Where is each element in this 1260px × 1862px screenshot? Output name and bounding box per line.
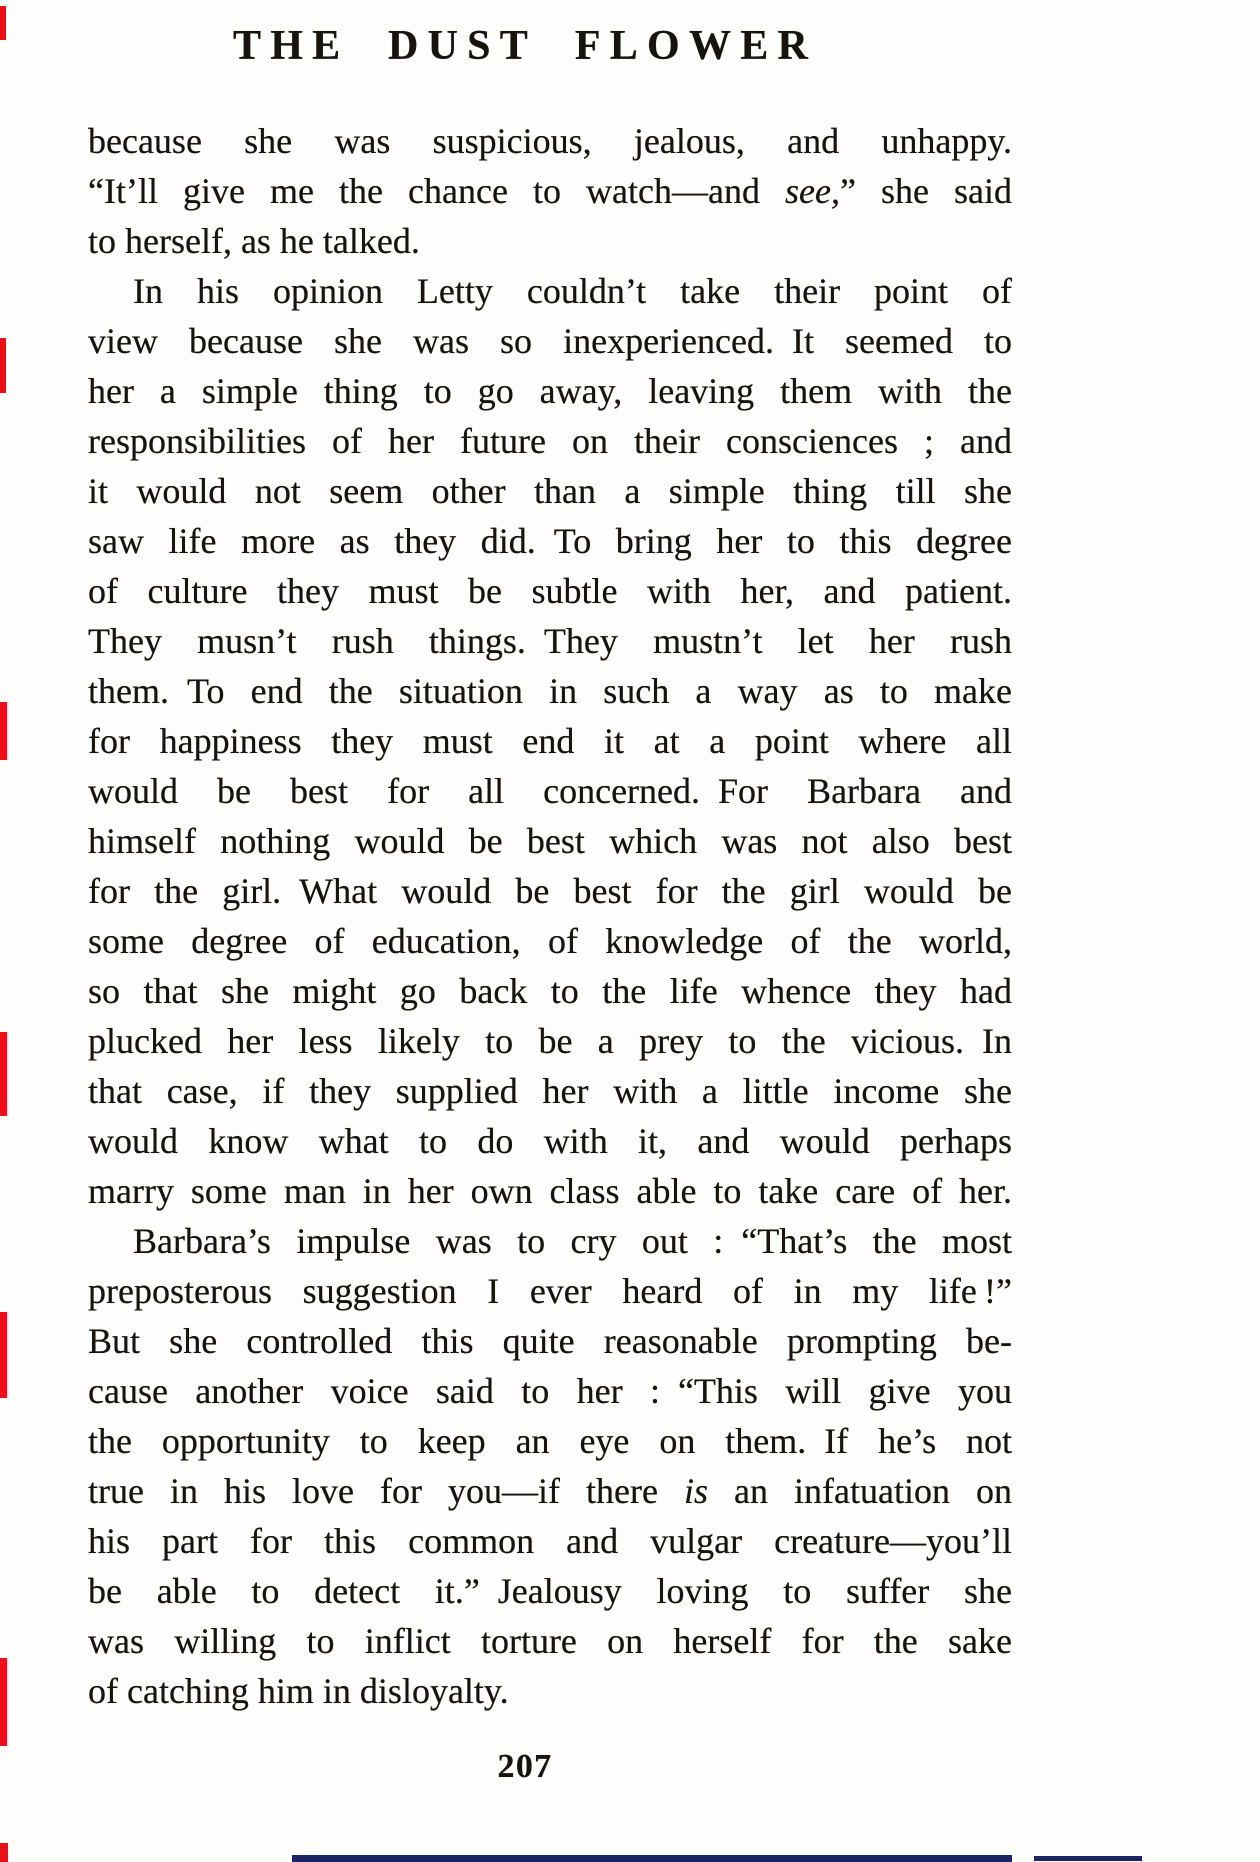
text-line [88,1166,1012,1216]
text-segment: view because she was so inexperienced. It seemed to [88,321,1012,361]
text-segment: They musn’t rush things. They mustn’t let her rush [88,621,1012,661]
text-line [88,1516,1012,1566]
italic-text-segment: is [684,1471,709,1511]
text-line [88,316,1012,366]
text-segment: cause another voice said to her : “This will give you [88,1371,1012,1411]
text-line [88,516,1012,566]
text-segment: of culture they must be subtle with her, and patient. [88,571,1012,611]
text-block [88,116,1012,1716]
red-scan-mark [0,6,6,40]
text-segment: them. To end the situation in such a way as to make [88,671,1012,711]
text-line [88,116,1012,166]
text-segment: Barbara’s impulse was to cry out : “That’s the most [133,1221,1012,1261]
text-segment: plucked her less likely to be a prey to the vicious. In [88,1021,1012,1061]
text-segment: saw life more as they did. To bring her to this degree [88,521,1012,561]
paragraph [88,116,1012,266]
page-number-folio: 207 [497,1748,553,1785]
text-line [88,1616,1012,1666]
text-segment: an infatuation on [708,1471,1012,1511]
text-segment: responsibilities of her future on their consciences ; and [88,421,1012,461]
text-segment: of catching him in disloyalty. [88,1671,509,1711]
text-line [88,566,1012,616]
text-segment: But she controlled this quite reasonable prompting be- [88,1321,1012,1361]
italic-text-segment: see, [785,171,840,211]
text-line [88,1216,1012,1266]
text-line [88,1666,1012,1716]
text-line [88,916,1012,966]
text-line [88,466,1012,516]
text-segment: that case, if they supplied her with a little income she [88,1071,1012,1111]
text-segment: “It’ll give me the chance to watch—and [88,171,785,211]
text-line [88,1416,1012,1466]
text-segment: to herself, as he talked. [88,221,420,261]
text-segment: her a simple thing to go away, leaving them with the [88,371,1012,411]
text-line [88,866,1012,916]
text-line [88,266,1012,316]
text-line [88,416,1012,466]
text-line [88,1016,1012,1066]
text-line [88,1316,1012,1366]
red-scan-mark [0,1312,7,1398]
text-line [88,1066,1012,1116]
text-line [88,1566,1012,1616]
text-segment: because she was suspicious, jealous, and unhappy. [88,121,1012,161]
text-segment: it would not seem other than a simple thing till she [88,471,1012,511]
text-segment: marry some man in her own class able to take care of her. [88,1171,1012,1211]
text-segment: was willing to inflict torture on herself for the sake [88,1621,1012,1661]
text-line [88,1266,1012,1316]
text-segment: true in his love for you—if there [88,1471,684,1511]
text-segment: preposterous suggestion I ever heard of in my life !” [88,1271,1012,1311]
red-scan-mark [0,1658,7,1746]
text-segment: In his opinion Letty couldn’t take their point of [133,271,1012,311]
text-segment: so that she might go back to the life whence they had [88,971,1012,1011]
text-segment: his part for this common and vulgar creature—you’ll [88,1521,1012,1561]
text-segment: would be best for all concerned. For Barbara and [88,771,1012,811]
text-line [88,816,1012,866]
text-segment: the opportunity to keep an eye on them. If he’s not [88,1421,1012,1461]
text-line [88,166,1012,216]
text-segment: some degree of education, of knowledge of the world, [88,921,1012,961]
red-scan-mark [0,1032,7,1116]
text-line [88,1366,1012,1416]
text-segment: be able to detect it.” Jealousy loving to suffer she [88,1571,1012,1611]
text-segment: himself nothing would be best which was not also best [88,821,1012,861]
paragraph [88,1216,1012,1716]
red-scan-mark [0,702,7,760]
text-line [88,966,1012,1016]
text-line [88,666,1012,716]
paragraph [88,266,1012,1216]
text-line [88,1116,1012,1166]
text-line [88,1466,1012,1516]
text-line [88,216,1012,266]
text-line [88,766,1012,816]
text-segment: would know what to do with it, and would perhaps [88,1121,1012,1161]
text-segment: ” she said [839,171,1012,211]
dark-scan-line [292,1855,1012,1862]
text-line [88,716,1012,766]
red-scan-mark [0,1843,8,1862]
dark-scan-line [1034,1856,1142,1861]
red-scan-mark [0,338,6,393]
text-line [88,616,1012,666]
text-segment: for happiness they must end it at a point where all [88,721,1012,761]
running-head-title: THE DUST FLOWER [232,23,818,69]
text-segment: for the girl. What would be best for the girl would be [88,871,1012,911]
text-line [88,366,1012,416]
